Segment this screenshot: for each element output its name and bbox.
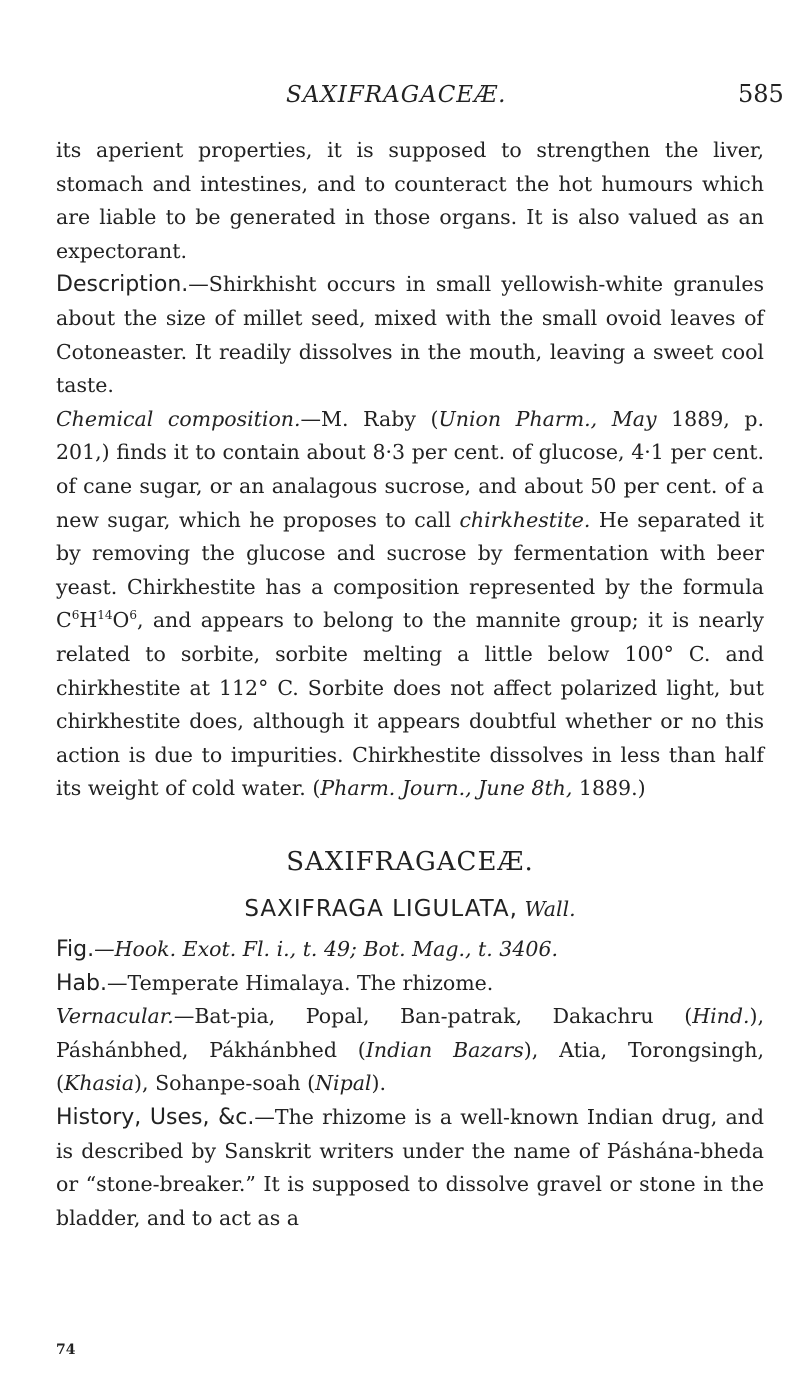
hab-heading: Hab. <box>56 970 107 996</box>
paragraph-description <box>56 268 764 402</box>
chemical-text-3: He separated it by removing the glucose and sucrose by fermentation with beer yeast. Chirkhestite has a composition represented by the formula C <box>56 507 764 633</box>
fig-heading: Fig. <box>56 937 95 963</box>
vernacular-text-2: ), Páshánbhed, Pákhánbhed ( <box>56 1004 764 1062</box>
paragraph-chemical <box>56 403 764 806</box>
chemical-new-sugar-name: chirkhestite. <box>459 507 591 532</box>
chemical-text-1: —M. Raby ( <box>300 406 439 431</box>
paragraph-aperient: its aperient properties, it is supposed to strengthen the liver, stomach and intestines, and to counteract the hot humours which are liable to be generated in those organs. It is also valued as an expectorant. <box>56 138 764 263</box>
description-heading: Description. <box>56 272 189 298</box>
description-text: —Shirkhisht occurs in small yellowish-white granules about the size of millet seed, mixed with the small ovoid leaves of Cotoneaster. It readily dissolves in the mouth, leaving a sweet cool taste. <box>56 272 764 398</box>
formula-h: H <box>79 608 98 633</box>
vernacular-text-5: ). <box>371 1071 386 1096</box>
vernacular-nipal: Nipal <box>315 1071 372 1096</box>
paragraph-hab <box>56 967 764 1001</box>
species-author: Wall. <box>524 897 576 922</box>
vernacular-text-4: ), Sohanpe-soah ( <box>134 1071 316 1096</box>
vernacular-heading: Vernacular. <box>56 1004 174 1029</box>
paragraph-vernacular <box>56 1000 764 1101</box>
fig-text: —Hook. Exot. Fl. i., t. 49; Bot. Mag., t. 3406. <box>94 937 558 962</box>
formula-h-index: 14 <box>97 608 113 623</box>
vernacular-hind: Hind. <box>692 1004 750 1029</box>
history-heading: History, Uses, &c. <box>56 1105 255 1131</box>
formula-c-index: 6 <box>71 608 80 623</box>
page-number: 585 <box>738 80 784 108</box>
species-name: SAXIFRAGA LIGULATA, <box>244 896 518 923</box>
chemical-text-4: , and appears to belong to the mannite group; it is nearly related to sorbite, sorbite melting a little below 100° C. and chirkhestite at 112° C. Sorbite does not affect polarized light, but chirkhestite does, although it appears doubtful whether or no this action is due to impurities. Chirkhestite dissolves in less than half its weight of cold water. ( <box>56 608 764 801</box>
body-text <box>56 134 764 1235</box>
paragraph-history <box>56 1101 764 1235</box>
history-text: —The rhizome is a well-known Indian drug, and is described by Sanskrit writers under the name of Páshána-bheda or “stone-breaker.” It is supposed to dissolve gravel or stone in the bladder, and to act as a <box>56 1105 764 1230</box>
running-title: SAXIFRAGACEÆ. <box>286 82 507 108</box>
family-title: SAXIFRAGACEÆ. <box>286 846 534 877</box>
chemical-text-2: 1889, p. 201,) finds it to contain about 8·3 per cent. of glucose, 4·1 per cent. of cane sugar, or an analagous sucrose, and about 50 per cent. of a new sugar, which he proposes to call <box>56 406 765 532</box>
vernacular-khasia: Khasia <box>64 1071 135 1096</box>
chemical-ref-1: Union Pharm., May <box>438 406 657 431</box>
hab-text: —Temperate Himalaya. The rhizome. <box>106 970 494 995</box>
formula-o-index: 6 <box>129 608 137 623</box>
species-heading <box>56 893 764 927</box>
vernacular-text-1: —Bat-pia, Popal, Ban-patrak, Dakachru ( <box>173 1004 693 1029</box>
chemical-text-5: 1889.) <box>572 776 646 801</box>
signature-mark: 74 <box>56 1342 76 1358</box>
formula-o: O <box>112 608 130 633</box>
chemical-ref-2: Pharm. Journ., June 8th, <box>320 776 573 801</box>
vernacular-text-3: ), Atia, Torongsingh, ( <box>56 1037 764 1096</box>
chemical-heading: Chemical composition. <box>56 406 301 431</box>
vernacular-bazars: Indian Bazars <box>365 1037 524 1062</box>
paragraph-fig <box>56 933 764 967</box>
